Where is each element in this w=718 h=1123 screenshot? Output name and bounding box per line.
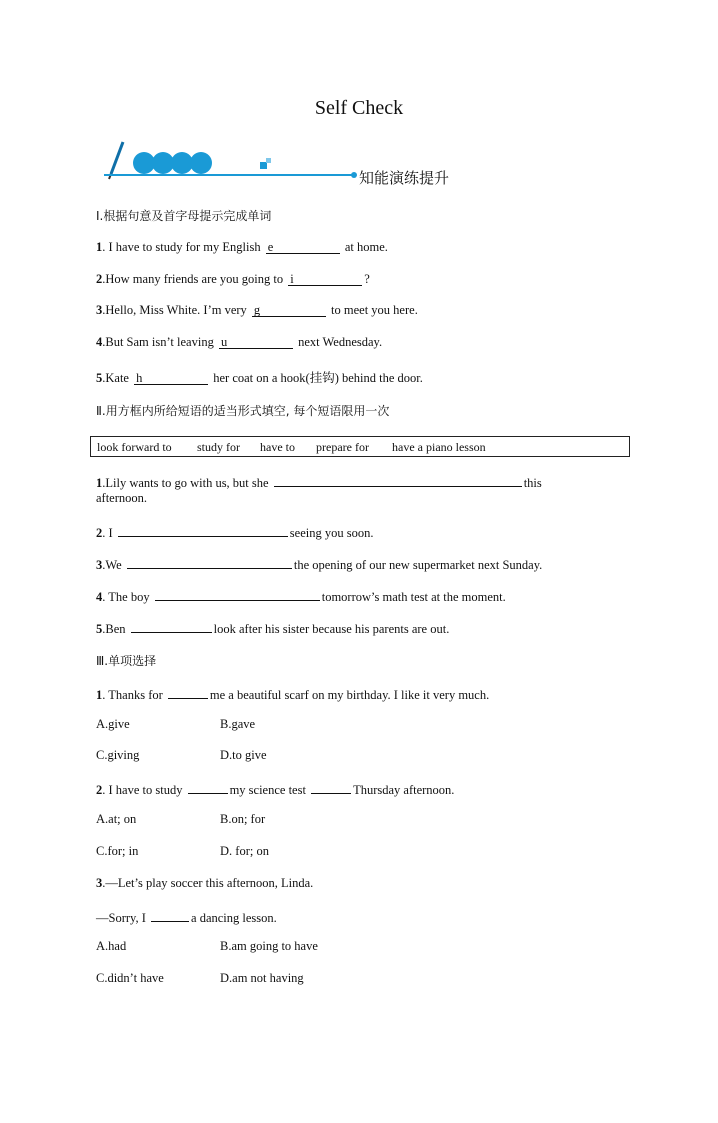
section2-heading: Ⅱ.用方框内所给短语的适当形式填空, 每个短语限用一次 xyxy=(96,404,390,418)
option[interactable]: B.on; for xyxy=(220,812,266,826)
banner-tag: 知能演练提升 xyxy=(359,169,450,187)
s2-item-4: 4. The boy tomorrow’s math test at the moment. xyxy=(96,587,506,605)
answer-blank[interactable]: h xyxy=(134,371,208,385)
phrase: look forward to xyxy=(97,440,172,454)
s3-question-3: 3.—Let’s play soccer this afternoon, Linda. xyxy=(96,876,314,890)
phrase: have a piano lesson xyxy=(392,440,486,454)
s1-item-5: 5.Kate h her coat on a hook(挂钩) behind the door. xyxy=(96,371,423,385)
s1-item-3: 3.Hello, Miss White. I’m very g to meet you here. xyxy=(96,303,418,317)
s3-question-1: 1. Thanks for me a beautiful scarf on my birthday. I like it very much. xyxy=(96,685,489,703)
page-title: Self Check xyxy=(314,97,404,119)
option[interactable]: B.am going to have xyxy=(220,939,318,953)
option[interactable]: C.for; in xyxy=(96,844,139,858)
answer-blank[interactable] xyxy=(118,523,288,537)
option[interactable]: D.to give xyxy=(220,748,267,762)
s1-item-2: 2.How many friends are you going to i ? xyxy=(96,272,370,286)
option[interactable]: C.giving xyxy=(96,748,140,762)
answer-blank[interactable] xyxy=(151,908,189,922)
option[interactable]: D. for; on xyxy=(220,844,269,858)
option[interactable]: B.gave xyxy=(220,717,256,731)
option[interactable]: A.give xyxy=(96,717,130,731)
s2-item-3: 3.We the opening of our new supermarket next Sunday. xyxy=(96,555,542,573)
section3-heading: Ⅲ.单项选择 xyxy=(96,654,157,668)
s2-item-5: 5.Ben look after his sister because his parents are out. xyxy=(96,619,449,637)
section-banner xyxy=(96,138,476,188)
phrase: prepare for xyxy=(316,440,369,454)
answer-blank[interactable] xyxy=(188,780,228,794)
answer-blank[interactable] xyxy=(155,587,320,601)
phrase: study for xyxy=(197,440,240,454)
s2-item-2: 2. I seeing you soon. xyxy=(96,523,373,541)
phrase: have to xyxy=(260,440,295,454)
answer-blank[interactable]: e xyxy=(266,240,340,254)
s2-item-1: 1.Lily wants to go with us, but she this xyxy=(96,473,542,491)
option[interactable]: C.didn’t have xyxy=(96,971,164,985)
answer-blank[interactable]: i xyxy=(288,272,362,286)
answer-blank[interactable] xyxy=(311,780,351,794)
s3-question-2: 2. I have to study my science test Thursday afternoon. xyxy=(96,780,454,798)
answer-blank[interactable] xyxy=(131,619,212,633)
section1-heading: Ⅰ.根据句意及首字母提示完成单词 xyxy=(96,209,272,223)
s2-item-1-cont: afternoon. xyxy=(96,491,148,505)
phrase-box xyxy=(90,436,630,457)
s1-item-1: 1. I have to study for my English e at home. xyxy=(96,240,388,254)
s1-item-4: 4.But Sam isn’t leaving u next Wednesday. xyxy=(96,335,383,349)
option[interactable]: A.at; on xyxy=(96,812,137,826)
option[interactable]: D.am not having xyxy=(220,971,304,985)
answer-blank[interactable]: u xyxy=(219,335,293,349)
answer-blank[interactable]: g xyxy=(252,303,326,317)
answer-blank[interactable] xyxy=(168,685,208,699)
s3-question-3-reply: —Sorry, I a dancing lesson. xyxy=(96,908,277,926)
answer-blank[interactable] xyxy=(127,555,292,569)
option[interactable]: A.had xyxy=(96,939,127,953)
answer-blank[interactable] xyxy=(274,473,522,487)
